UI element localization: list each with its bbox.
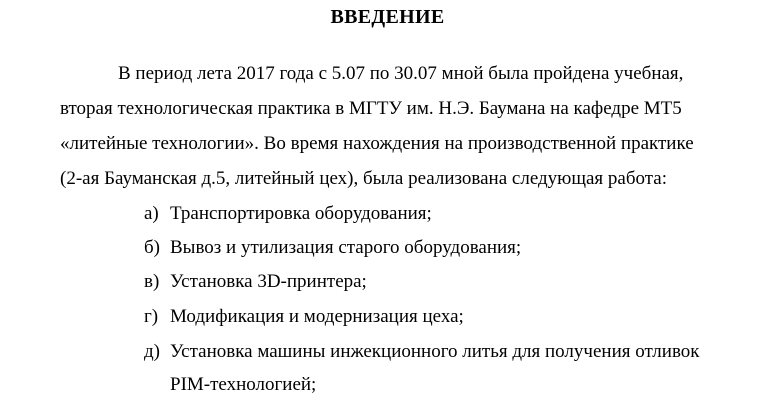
paragraph-line: В период лета 2017 года с 5.07 по 30.07 мной была пройдена учебная, xyxy=(118,63,684,84)
list-marker: д) xyxy=(144,341,160,362)
page-title: ВВЕДЕНИЕ xyxy=(330,6,445,28)
list-item-text: Модификация и модернизация цеха; xyxy=(170,306,464,327)
list-item-text: Транспортировка оборудования; xyxy=(170,203,432,224)
list-marker: б) xyxy=(144,237,160,258)
list-item-text: Установка 3D-принтера; xyxy=(170,271,367,292)
list-item-continuation: PIM-технологией; xyxy=(170,374,317,395)
paragraph-line: «литейные технологии». Во время нахождения на производственной практике xyxy=(60,133,694,154)
paragraph-line: (2-ая Бауманская д.5, литейный цех), была реализована следующая работа: xyxy=(60,168,668,189)
list-marker: в) xyxy=(144,271,160,292)
list-item-text: Установка машины инжекционного литья для получения отливок xyxy=(170,341,700,362)
list-item-text: Вывоз и утилизация старого оборудования; xyxy=(170,237,522,258)
list-marker: а) xyxy=(144,203,159,224)
paragraph-line: вторая технологическая практика в МГТУ им. Н.Э. Баумана на кафедре МТ5 xyxy=(60,98,682,119)
list-marker: г) xyxy=(144,306,159,327)
